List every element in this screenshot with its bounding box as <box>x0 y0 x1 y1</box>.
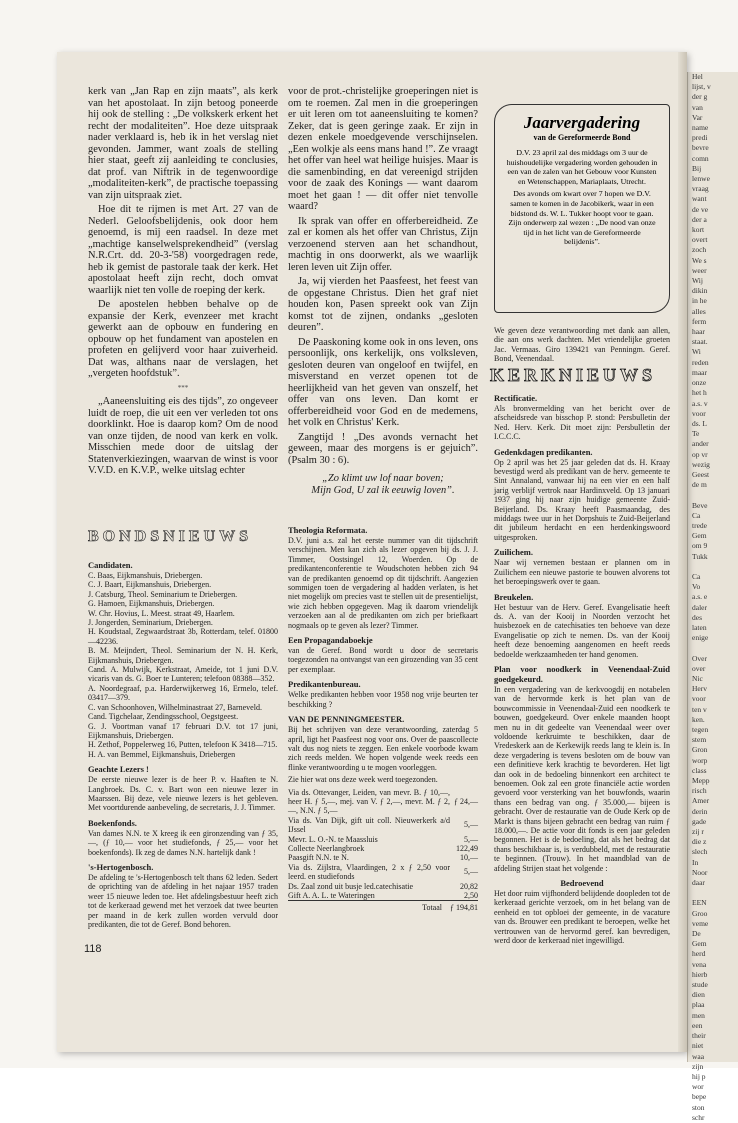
text-fragment: risch <box>692 786 707 796</box>
list-item: B. M. Meijndert, Theol. Seminarium der N. H. Kerk, Eijkmanshuis, Driebergen. <box>88 646 278 665</box>
text-fragment: enige <box>692 633 709 643</box>
section-heading: Bedroevend <box>560 878 604 889</box>
text-fragment: class <box>692 765 707 775</box>
paragraph: Als bronvermelding van het bericht over de afscheidsrede van bisschop P. stond: Persbulletin der Ned. Herv. Kerk. Dit moet zijn: Persbulletin der I.C.C.C. <box>494 404 670 442</box>
text-fragment: Herv <box>692 684 707 694</box>
paragraph: Hoe dit te rijmen is met Art. 27 van de Nederl. Geloofsbelijdenis, ook door hem genoemd, is mij een raadsel. In deze met „machtige kanselwelsprekendheid” (verslag N.R.Crt. dd. 20-3-'58) voorgedragen rede, heb ik gemist de pastorale taak der kerk. Het apostolaat heeft zijn recht, doch omvat waarlijk niet ten volle de roeping der kerk. <box>88 204 278 296</box>
text-fragment: Te <box>692 429 700 439</box>
text-fragment: trede <box>692 520 707 530</box>
text-fragment: over <box>692 663 706 673</box>
paragraph: Naar wij vernemen bestaan er plannen om in Zuilichem een nieuwe pastorie te bouwen alvorens tot het beroepingswerk over te gaan. <box>494 558 670 587</box>
text-fragment: Wi <box>692 347 701 357</box>
table-row <box>288 882 478 891</box>
text-fragment: dikin <box>692 286 708 296</box>
list-item: A. Noordegraaf, p.a. Harderwijkerweg 16, Ermelo, telef. 03417—379. <box>88 683 278 703</box>
text-fragment: veme <box>692 918 709 928</box>
paragraph: van de Geref. Bond wordt u door de secretaris toegezonden na ontvangst van een girozending van 35 cent per exemplaar. <box>288 646 478 674</box>
text-fragment: worp <box>692 755 708 765</box>
page-number: 118 <box>84 943 102 955</box>
paragraph: Op 2 april was het 25 jaar geleden dat ds. H. Kraay bevestigd werd als predikant van de herv. gemeente te Sint Annaland, vanwaar hij na een vier en een half jarig verblijf vertrok naar Hardinxveld. Op 13 januari 1937 ging hij naar zijn huidige gemeente Zuid-Beijerland. Ds. Kraay heeft Paasmaandag, des middags twee uur in het Dorpshuis te Zuid-Beijerland dit jubileum herdacht en een herdenkingswoord uitgesproken. <box>494 457 670 542</box>
list-item: W. Chr. Hovius, L. Meest. straat 49, Haarlem. <box>88 608 235 618</box>
paragraph: voor de prot.-christelijke groeperingen niet is om te roemen. Zal men in die groeperingen er uit leren om tot aaneensluiting te komen? Zeker, dat is geen geringe zaak. Er zijn in dezen enkele moedgevende verschijnselen. „Een wolkje als eens mans hand !”. Ze vraagt het offer van heel wat heilige huisjes. Maar is die samenbinding, en dat vereenigd strijden voor de zaak des Konings — want daarom moet het gaan ! — dit offer niet tenvolle waard? <box>288 86 478 212</box>
text-fragment: in he <box>692 296 707 306</box>
text-fragment: comn <box>692 153 709 163</box>
section-heading: Plan voor noodkerk in Veenendaal-Zuid goedgekeurd. <box>494 663 670 684</box>
text-fragment: De <box>692 929 701 939</box>
text-fragment: der g <box>692 92 708 102</box>
text-fragment: Beve <box>692 500 708 510</box>
text-fragment: zoch <box>692 245 707 255</box>
text-fragment: plaa <box>692 1000 705 1010</box>
gift-amount: 122,49 <box>456 843 478 853</box>
paragraph: De apostelen hebben behalve op de expansie der Kerk, evenzeer met kracht gewerkt aan de opbouw en fundering en opbouw op het fundament van apostelen en profeten en gelijverd voor haar zuiverheid. Dat was, althans naar de verslagen, het „vergeten hoofdstuk”. <box>88 299 278 379</box>
kerknieuws-heading: KERKNIEUWS <box>490 365 657 385</box>
text-fragment: We s <box>692 255 707 265</box>
text-fragment: want <box>692 194 707 204</box>
list-item: J. Catsburg, Theol. Seminarium te Driebergen. <box>88 589 238 599</box>
list-item: C. J. Baart, Eijkmanshuis, Driebergen. <box>88 580 212 590</box>
text-fragment: Hel <box>692 72 703 81</box>
text-fragment: tegen <box>692 725 709 734</box>
text-fragment: haar <box>692 327 705 337</box>
section-heading: Candidaten. <box>88 560 133 570</box>
bondsnieuws-heading: BONDSNIEUWS <box>88 528 253 545</box>
section-heading: VAN DE PENNINGMEESTER. <box>288 714 405 725</box>
text-fragment: schr <box>692 1112 705 1122</box>
text-fragment: Tukk <box>692 551 708 561</box>
text-fragment: derin <box>692 806 708 816</box>
list-item: C. van Schoonhoven, Wilhelminastraat 27, Barneveld. <box>88 702 262 712</box>
text-fragment: de m <box>692 480 707 490</box>
text-fragment: bevre <box>692 143 709 153</box>
text-fragment: Amer <box>692 796 710 806</box>
section-heading: Zuilichem. <box>494 547 533 558</box>
text-fragment: Ca <box>692 510 701 520</box>
list-item: J. Jongerden, Seminarium, Driebergen. <box>88 618 213 628</box>
text-fragment <box>688 888 738 898</box>
gift-description: Via ds. Zijlstra, Vlaardingen, 2 x ƒ 2,50 voor leerd. en studiefonds <box>288 862 450 882</box>
table-row <box>288 863 478 882</box>
text-fragment: hij p <box>692 1071 706 1081</box>
table-row <box>288 853 478 862</box>
text-fragment: zijn <box>692 1061 704 1071</box>
text-fragment: weer <box>692 265 707 275</box>
section-heading: Geachte Lezers ! <box>88 764 149 775</box>
poem-line: Mijn God, U zal ik eeuwig loven”. <box>311 484 455 496</box>
paragraph: In een vergadering van de kerkvoogdij en notabelen van de hervormde kerk is het plan van de bouwcommissie in Veenendaal-Zuid een noodkerk te bouwen, goedgekeurd. Over enkele maanden hoopt men nu in dit gedeelte van Veenendaal weer over voldoende kerkruimte te beschikken, daar de Vredeskerk aan de Kerkewijk reeds lang te klein is. In deze vergadering is tevens besloten om de bouw van een definitieve kerk krachtig te bevorderen. Het ligt dan ook in de bedoeling binnenkort een architect te benoemen. Ook zal een grote financiële actie worden gevoerd voor versterking van het bouwfonds, waarin thans een bedrag van ong. ƒ 35.000,— bijeen is gebracht. Over de restauratie van de Oude Kerk op de Markt is thans bijeen gebracht een bedrag van ruim ƒ 18.000,—. De actie voor dit fonds is een jaar geleden begonnen. Het is de bedoeling, dat als het bedrag dat thans beschikbaar is, is verdubbeld, met de restauratie te beginnen. (Trouw). In het maandblad van de afdeling Strijen staat het volgende : <box>494 684 670 873</box>
list-item: G. J. Voortman vanaf 17 februari D.V. tot 17 juni, Eijkmanshuis, Driebergen. <box>88 721 278 740</box>
text-fragment: alles <box>692 306 706 316</box>
total-amount: ƒ 194,81 <box>450 901 478 913</box>
text-fragment: Mepp <box>692 776 710 786</box>
text-fragment: bepe <box>692 1092 707 1102</box>
text-fragment: name <box>692 123 709 133</box>
text-fragment: stem <box>692 735 707 745</box>
paragraph: Zangtijd ! „Des avonds vernacht het geween, maar des morgens is er gejuich”. (Psalm 30 : 6). <box>288 431 478 466</box>
text-fragment: herd <box>692 949 706 959</box>
gift-description: Collecte Neerlangbroek <box>288 843 365 853</box>
candidates-list <box>88 571 278 759</box>
announcement-box <box>494 104 670 313</box>
text-fragment: het h <box>692 388 707 398</box>
total-label: Totaal <box>288 901 450 913</box>
list-item: G. Hamoen, Eijkmanshuis, Driebergen. <box>88 599 215 609</box>
text-fragment: Wij <box>692 276 703 286</box>
list-item: H. Zethof, Poppelerweg 16, Putten, telefoon K 3418—715. <box>88 740 278 750</box>
section-heading: Theologia Reformata. <box>288 525 368 535</box>
paragraph: Zie hier wat ons deze week werd toegezonden. <box>288 775 438 785</box>
text-fragment: ander <box>692 439 709 449</box>
gift-description: Paasgift N.N. te N. <box>288 853 349 863</box>
list-item: H. Koudstaal, Zegwaardstraat 3b, Rotterdam, telef. 01800—42236. <box>88 627 278 646</box>
text-fragment: vena <box>692 959 707 969</box>
text-fragment: Gron <box>692 745 708 755</box>
text-fragment: Bij <box>692 163 702 173</box>
text-fragment: their <box>692 1031 706 1041</box>
text-fragment: vraag <box>692 184 709 194</box>
text-fragment: dien <box>692 990 705 1000</box>
text-fragment: voor <box>692 408 706 418</box>
section-heading: Gedenkdagen predikanten. <box>494 446 593 457</box>
gift-amount: 2,50 <box>464 891 478 900</box>
text-fragment: reden <box>692 357 709 367</box>
section-heading: 's-Hertogenbosch. <box>88 861 154 872</box>
gift-description: Gift A. A. L. te Wateringen <box>288 891 375 900</box>
section-heading: Boekenfonds. <box>88 817 137 828</box>
text-fragment: EEN <box>692 898 707 908</box>
text-fragment: des <box>692 612 702 622</box>
article-column-1 <box>88 86 278 506</box>
thanks-note <box>494 326 670 362</box>
text-fragment: voor <box>692 694 706 704</box>
section-heading: Breukelen. <box>494 591 534 602</box>
text-fragment: ston <box>692 1102 705 1112</box>
table-row <box>288 816 478 835</box>
gift-description: Via ds. Ottevanger, Leiden, van mevr. B. ƒ 10,—, heer H. ƒ 5,—, mej. van V. ƒ 2,—, mevr. M. ƒ 2,—, N.N. ƒ 5,— <box>288 787 450 816</box>
bondsnieuws-column-2 <box>288 520 478 960</box>
text-fragment: wezig <box>692 459 710 469</box>
text-fragment: daler <box>692 602 707 612</box>
list-item: H. A. van Bemmel, Eijkmanshuis, Driebergen <box>88 749 236 759</box>
article-column-2 <box>288 86 478 506</box>
section-heading: Rectificatie. <box>494 393 538 403</box>
text-fragment: overt <box>692 235 708 245</box>
text-fragment: der a <box>692 214 707 224</box>
text-fragment: onze <box>692 378 707 388</box>
text-fragment: maar <box>692 367 707 377</box>
paragraph: Van dames N.N. te X kreeg ik een gironzending van ƒ 35,—, (ƒ 10,— voor het studiefonds, ƒ 25,— voor het boekenfonds). Ik zeg de dames N.N. hartelijk dank ! <box>88 828 278 857</box>
total-row <box>288 901 478 913</box>
gift-amount: 20,82 <box>460 881 478 891</box>
gift-amount: 5,— <box>464 834 478 844</box>
text-fragment: lijst, v <box>692 82 711 92</box>
text-fragment: op vr <box>692 449 708 459</box>
text-fragment: zij r <box>692 827 704 837</box>
paragraph: Bij het schrijven van deze verantwoording, zaterdag 5 april, ligt het Paasfeest nog voor ons. Over de paascollecte valt dus nog niets te zeggen. Een enkele voorbode kwam zich reeds melden. We hopen volgende week reeds een flinke verantwoording u te mogen voorleggen. <box>288 725 478 772</box>
section-divider: *** <box>177 383 189 392</box>
text-fragment: waa <box>692 1051 705 1061</box>
text-fragment: hierb <box>692 969 708 979</box>
page-gutter <box>678 52 687 1052</box>
text-fragment: Gem <box>692 531 707 541</box>
paragraph: We geven deze verantwoording met dank aan allen, die aan ons werk dachten. Met vriendelijke groeten Jac. Vermaas. Giro 139421 van Penningm. Geref. Bond, Veenendaal. <box>494 326 670 364</box>
section-heading: Een Propagandaboekje <box>288 635 373 646</box>
gifts-table <box>288 788 478 913</box>
paragraph: Het bestuur van de Herv. Geref. Evangelisatie heeft ds. A. van der Kooij in Noorden verzocht het huisbezoek en de catechisaties ten behoeve van deze Evangelisatie op zich te nemen. Ds. van der Kooij heeft deze benoeming aangenomen en heeft reeds bedoelde werkzaamheden ter hand genomen. <box>494 602 670 659</box>
table-row <box>288 891 478 901</box>
paragraph: Het door ruim vijfhonderd belijdende doopleden tot de kerkeraad gerichte verzoek, om in het belang van de eenheid en tot opbloei der gemeente, in de vacature van ds. Brouwer een predikant te beroepen, welke het vertrouwen van de hervormd geref. kan bevredigen, werd door de kerkeraad niet ingewilligd. <box>494 889 670 946</box>
gift-amount: 10,— <box>460 853 478 863</box>
list-item: Cand. Tigchelaar, Zendingsschool, Oegstgeest. <box>88 712 239 722</box>
gift-description: Via ds. Van Dijk, gift uit coll. Nieuwerkerk a/d IJssel <box>288 815 450 835</box>
text-fragment: gade <box>692 816 707 826</box>
poem-line: „Zo klimt uw lof naar boven; <box>322 473 444 484</box>
text-fragment: Noor <box>692 867 708 877</box>
gift-amount: ƒ 24,— <box>454 796 478 806</box>
box-title: Jaarvergadering <box>523 113 641 132</box>
text-fragment: Vo <box>692 582 701 592</box>
kerknieuws-column <box>494 388 670 948</box>
text-fragment: predi <box>692 133 708 143</box>
poem-quote <box>288 473 478 496</box>
text-fragment: ferm <box>692 316 707 326</box>
text-fragment: ten v <box>692 704 707 714</box>
paragraph: „Aaneensluiting eis des tijds”, zo ongeveer luidt de roep, die uit een ver verleden tot ons doorklinkt. Hoe is daarop kom? Om de nood van onze tijden, de nood van kerk en volk. Misschien mede door de uitslag der Statenverkiezingen, waarvan de winst is voor V.V.D. en K.V.P., welke uitslag echter <box>88 396 278 476</box>
paragraph: De Paaskoning kome ook in ons leven, ons persoonlijk, ons kerkelijk, ons volksleven, gesloten deuren van ongeloof en twijfel, en misverstand en verzet openen tot de heerlijkheid van het geven van onszelf, het offer van ons leven. Dan komt er offerbereidheid voor God en de medemens, het volk en Christus' Kerk. <box>288 336 478 428</box>
text-fragment: a.s. v <box>692 398 708 408</box>
text-fragment: wor <box>692 1082 704 1092</box>
paragraph: Ja, wij vierden het Paasfeest, het feest van de opgestane Christus. Dien het graf niet houden kon, Pasen spreekt ook van Zijn komst tot de zijnen, ondanks „gesloten deuren”. <box>288 276 478 333</box>
text-fragment <box>688 562 738 572</box>
text-fragment <box>688 490 738 500</box>
text-fragment: stude <box>692 980 708 990</box>
text-fragment: a.s. e <box>692 592 708 602</box>
text-fragment: In <box>692 857 699 867</box>
gift-description: Ds. Zaal zond uit busje led.catechisatie <box>288 881 414 891</box>
table-row <box>288 844 478 853</box>
table-row <box>288 835 478 844</box>
text-fragment: om 9 <box>692 541 708 551</box>
text-fragment: Over <box>692 653 707 663</box>
paragraph: Welke predikanten hebben voor 1958 nog vrije beurten ter beschikking ? <box>288 690 478 709</box>
gift-description: Mevr. L. O.-N. te Maassluis <box>288 834 378 844</box>
text-fragment: daar <box>692 878 705 888</box>
text-fragment: kort <box>692 225 705 235</box>
text-fragment: niet <box>692 1041 704 1051</box>
text-fragment: die z <box>692 837 707 847</box>
text-fragment: een <box>692 1020 703 1030</box>
text-fragment: Gem <box>692 939 707 949</box>
list-item: C. Baas, Eijkmanshuis, Driebergen. <box>88 571 203 580</box>
list-item: Cand. A. Mulwijk, Kerkstraat, Ameide, tot 1 juni D.V. vicaris van ds. G. Boer te Lunteren; telefoon 08388—352. <box>88 665 278 684</box>
paragraph: De afdeling te 's-Hertogenbosch telt thans 62 leden. Sedert de oprichting van de afdeling in het najaar 1957 traden weer 15 nieuwe leden toe. Het afdelingsbestuur heeft zich tot de kerkeraad gewend met het verzoek dat twee beurten per maand in de kerk zullen worden vervuld door predikanten, die tot de Geref. Bond behoren. <box>88 872 278 929</box>
paragraph: D.V. juni a.s. zal het eerste nummer van dit tijdschrift verschijnen. Men kan zich als lezer opgeven bij ds. J. J. Timmer, Oostsingel 12, Woerden. Op de predikantenconferentie te Woudschoten hebben zich 94 van de predikanten genoemd op dit tijdschrift. Aangezien sommigen toen de vergadering al hadden verlaten, is het niet mogelijk om precies vast te stellen uit de presentielijst, wie zich hebben opgegeven. Mag ik daarom vriendelijk verzoeken aan al de predikanten om zich per briefkaart nogmaals op te geven als lezer? Timmer. <box>288 536 478 630</box>
text-fragment: laten <box>692 622 707 632</box>
paragraph: De eerste nieuwe lezer is de heer P. v. Haaften te N. Langbroek. Ds. C. v. Bart won een nieuwe lezer in Maarssen. Bij deze, vele nieuwe lezers is het gebleven. Met voortdurende aanbeveling, de secretaris, J. J. Timmer. <box>88 775 278 813</box>
text-fragment: Geest <box>692 469 710 479</box>
bondsnieuws-column-1 <box>88 555 278 935</box>
text-fragment: lenwe <box>692 174 710 184</box>
text-fragment: staat. <box>692 337 708 347</box>
box-paragraph: Des avonds om kwart over 7 hopen we D.V. samen te komen in de Jacobikerk, waar in een bidstond ds. W. L. Tukker hoopt voor te gaan. Zijn onderwerp zal wezen : „De nood van onze tijd in het licht van de Gereformeerde belijdenis”. <box>508 189 656 247</box>
text-fragment: Nic <box>692 673 703 683</box>
adjacent-page-fragment <box>687 72 738 1122</box>
box-subtitle: van de Gereformeerde Bond <box>533 133 631 142</box>
section-heading: Predikantenbureau. <box>288 679 361 690</box>
text-fragment: de ve <box>692 204 709 214</box>
text-fragment: Ca <box>692 571 701 581</box>
gift-amount: 5,— <box>464 820 478 830</box>
box-paragraph: D.V. 23 april zal des middags om 3 uur de huishoudelijke vergadering worden gehouden in een van de zalen van het Gebouw voor Kunsten en Wetenschappen, Mariaplaats, Utrecht. <box>506 148 658 186</box>
paragraph: kerk van „Jan Rap en zijn maats”, als kerk van het apostolaat. In zijn betoog poneerde hij ook de stelling : „De volkskerk erkent het recht der modaliteiten”. Hoe deze uitspraak nader verklaard is, heb ik in het verslag niet gevonden. Jammer, want zoals de stelling hier staat, geeft zij aanleiding te conclusies, dat prof. van Niftrik in de tegenwoordige „modaliteiten-kerk”, de practische toepassing van zijn uitspraak ziet. <box>88 86 278 201</box>
gift-amount: 5,— <box>464 867 478 877</box>
table-row <box>288 788 478 816</box>
text-fragment: ds. L <box>692 418 707 428</box>
text-fragment <box>688 643 738 653</box>
text-fragment: ken. <box>692 714 705 724</box>
text-fragment: slech <box>692 847 708 857</box>
paragraph: Ik sprak van offer en offerbereidheid. Ze zal er komen als het offer van Christus, Zijn verzoenend sterven aan het schandhout, machtig in ons doorwerkt, als we waarlijk leren leven uit Zijn offer. <box>288 215 478 273</box>
text-fragment: van <box>692 102 703 112</box>
text-fragment: Groo <box>692 908 708 918</box>
text-fragment: Var <box>692 112 703 122</box>
text-fragment: men <box>692 1010 705 1020</box>
